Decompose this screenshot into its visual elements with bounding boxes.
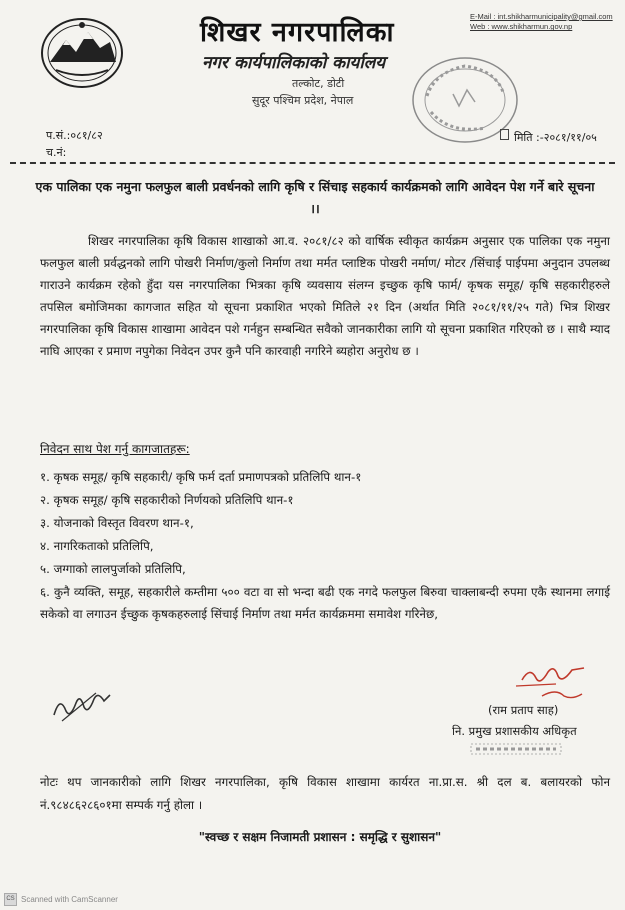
- officer-signature-icon: [512, 660, 592, 702]
- scanner-label: Scanned with CamScanner: [21, 895, 118, 904]
- contact-web[interactable]: Web : www.shikharmun.gov.np: [470, 22, 573, 32]
- reference-number: प.सं.:०८१/८२: [46, 129, 103, 142]
- initials-signature-icon: [48, 685, 118, 725]
- header-divider: [10, 162, 615, 164]
- contact-email[interactable]: E-Mail : int.shikharmunicipality@gmail.com: [470, 12, 613, 21]
- signer-name: (राम प्रताप साह): [488, 703, 559, 717]
- list-item: ४. नागरिकताको प्रतिलिपि,: [40, 539, 154, 553]
- notice-subject: एक पालिका एक नमुना फलफुल बाली प्रवर्धनको लागि कृषि र सिंचाइ सहकार्य कार्यक्रमको लागि आवेदन पेश गर्ने बारे सूचना ।।: [35, 179, 595, 216]
- municipality-name: शिखर नगरपालिका: [200, 17, 395, 48]
- designation-stamp-icon: [470, 742, 562, 756]
- office-name: नगर कार्यपालिकाको कार्यालय: [202, 53, 386, 73]
- list-item: ६. कुनै व्यक्ति, समूह, सहकारीले कम्तीमा ५०० वटा वा सो भन्दा बढी एक नगदे फलफुल बिरुवा चाक्लाबन्दी रुपमा एकै स्थानमा लगाई सकेको वा लगाउन ईच्छुक कृषकहरुलाई सिंचाई निर्माण तथा मर्मत कार्यक्रममा समावेश गरिनेछ,: [40, 585, 610, 621]
- notice-date: मिति :-२०८१/११/०५: [514, 131, 597, 144]
- slogan: "स्वच्छ र सक्षम निजामती प्रशासन : समृद्धि र सुशासन": [198, 830, 442, 844]
- contact-note: नोटः थप जानकारीको लागि शिखर नगरपालिका, कृषि विकास शाखामा कार्यरत ना.प्रा.स. श्री दल ब. बलायरको फोन नं.९८४८६२८६०१मा सम्पर्क गर्नु होला ।: [40, 775, 610, 812]
- documents-heading: निवेदन साथ पेश गर्नु कागजातहरू:: [40, 442, 190, 456]
- documents-list: [40, 466, 610, 625]
- list-item: २. कृषक समूह/ कृषि सहकारीको निर्णयको प्रतिलिपि थान-१: [40, 493, 294, 507]
- list-item: ५. जग्गाको लालपुर्जाको प्रतिलिपि,: [40, 562, 186, 576]
- camscanner-icon: CS: [4, 893, 17, 906]
- notice-body: [40, 230, 610, 362]
- signer-title: नि. प्रमुख प्रशासकीय अधिकृत: [452, 724, 577, 738]
- dispatch-number: च.नं:: [46, 146, 67, 159]
- list-item: ३. योजनाको विस्तृत विवरण थान-१,: [40, 516, 194, 530]
- office-location: तल्कोट, डोटी: [292, 77, 345, 90]
- checkbox-icon: [500, 129, 509, 140]
- scanner-watermark: [4, 893, 118, 906]
- municipality-emblem-icon: [38, 14, 126, 92]
- body-paragraph: शिखर नगरपालिका कृषि विकास शाखाको आ.व. २०८१/८२ को वार्षिक स्वीकृत कार्यक्रम अनुसार एक पालिका एक नमुना फलफुल बाली प्रर्वद्धनको लागि पोखरी निर्माण/कुलो निर्माण तथा मर्मत प्लाष्टिक पोखरी नर्माण/ मोटर /सिंचाई पाईपमा अनुदान उपलब्ध गाराउने कार्यक्रम रहेको हुँदा यस नगरपालिका भित्रका कृषि व्यवसाय संलग्न इच्छुक कृषि फार्म/ कृषक समूह/ कृषि सहकारीहरुले तपसिल बमोजिमका कागजात सहित यो सूचना प्रकाशित भएको मितिले २१ दिन (अर्थात मिति २०८१/११/२५ गते) भित्र शिखर नगरपालिका कृषि विकास शाखामा आवेदन पशे गर्नहुन सम्बन्धित सवैको जानकारीका लागि यो सूचना प्रकाशित गरिएको छ । साथै म्याद नाघि आएका र प्रमाण नपुगेका निवेदन उपर कुनै पनि कारवाही नगरिने ब्यहोरा अनुरोध छ ।: [40, 234, 610, 358]
- contact-block: [470, 12, 613, 32]
- list-item: १. कृषक समूह/ कृषि सहकारी/ कृषि फर्म दर्ता प्रमाणपत्रको प्रतिलिपि थान-१: [40, 470, 362, 484]
- office-province: सुदूर पश्चिम प्रदेश, नेपाल: [252, 94, 354, 107]
